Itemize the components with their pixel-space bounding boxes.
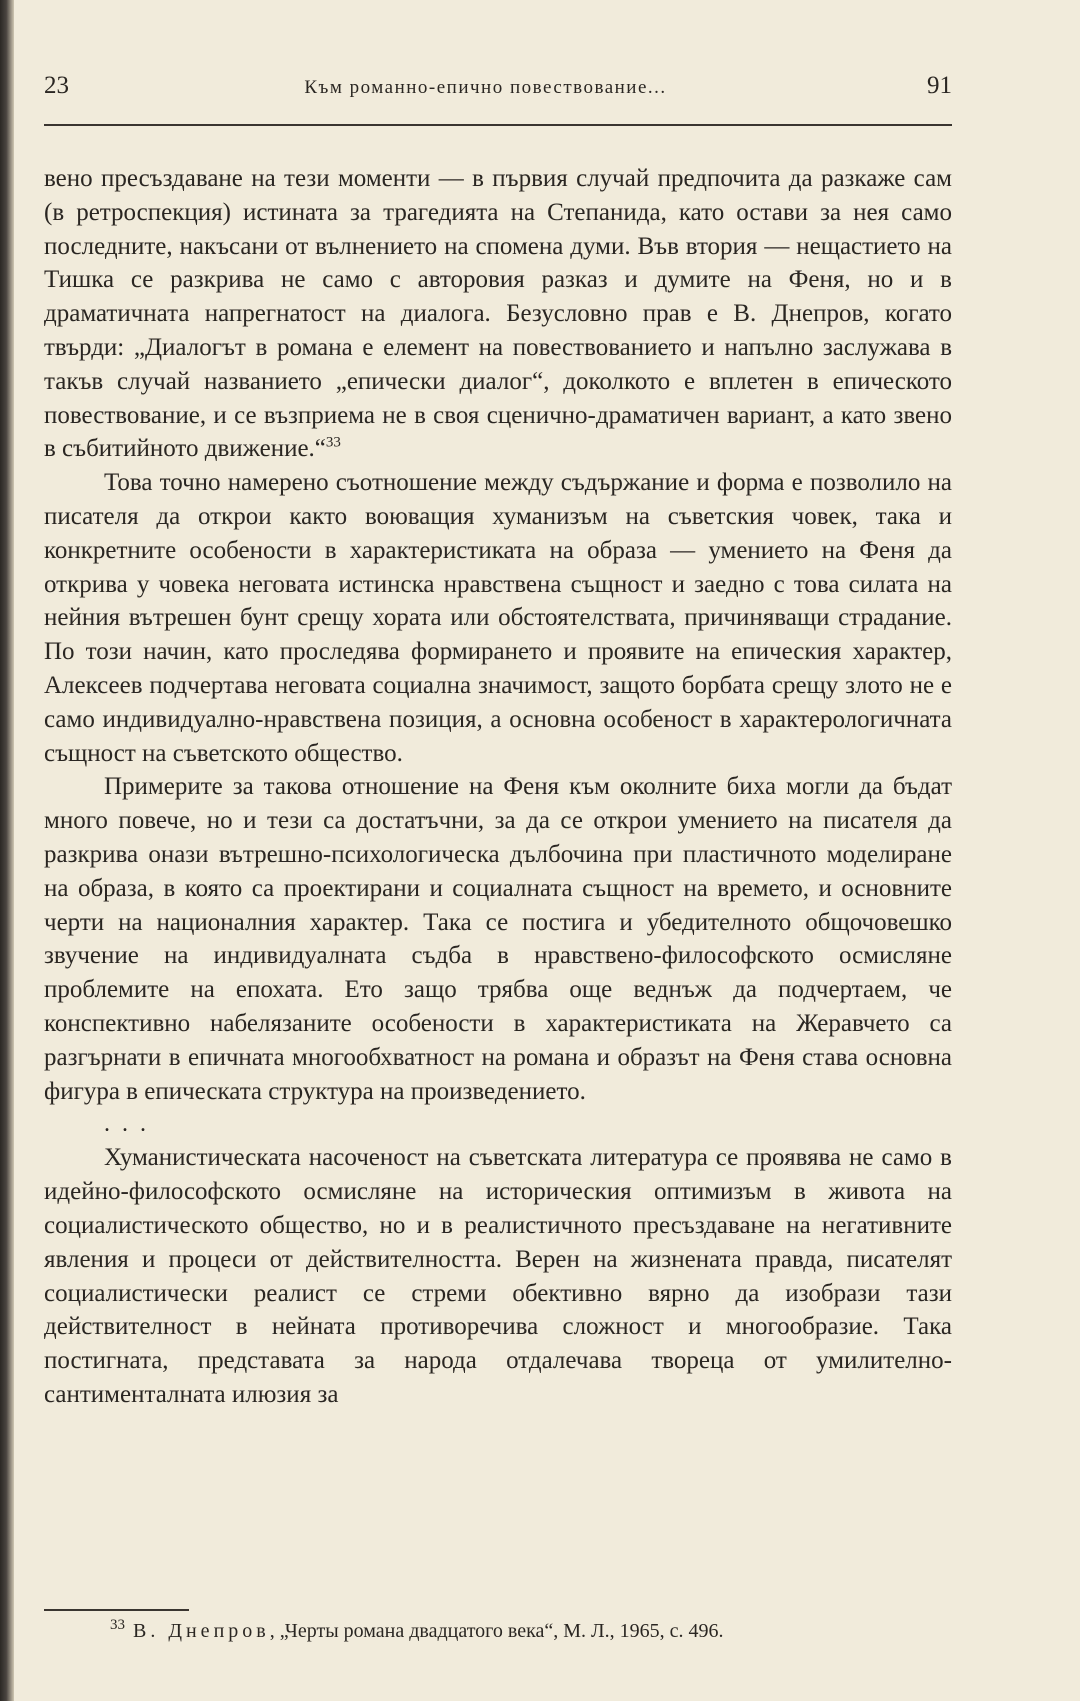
book-spine-shadow: [0, 0, 14, 1701]
footnote-rule: [44, 1609, 189, 1611]
paragraph-4: Хуманистическата насоченост на съветската литература се проявява не само в идейно-философското осмисляне на историческия оптимизъм в живота на социалистическото общество, но и в реалистичното пресъздаване на негативните явления и процеси от действителността. Верен на жизнената правда, писателят социалистически реалист се стреми обективно вярно да изобрази тази действителност в нейната противоречива сложност и многообразие. Така постигната, представата за народа отдалечава твореца от умилително-сантименталната илюзия за: [44, 1144, 952, 1408]
footnote: [110, 1618, 960, 1644]
paragraph-2: Това точно намерено съотношение между съдържание и форма е позволило на писателя да открои както воюващия хуманизъм на съветския човек, така и конкретните особености в характеристиката на образа — умението на Феня да открива у човека неговата истинска нравствена същност и заедно с това силата на нейния вътрешен бунт срещу хората или обстоятелствата, причиняващи страдание. По този начин, като проследява формирането и проявите на епическия характер, Алексеев подчертава неговата социална значимост, защото борбата срещу злото не е само индивидуално-нравствена позиция, а основна особеност в характерологичната същност на съветското общество.: [44, 469, 952, 767]
running-head-title: Към романно-епично повествование...: [304, 77, 667, 98]
page-number: 91: [927, 72, 952, 99]
body-text: [44, 162, 952, 1412]
book-page: [44, 72, 952, 1412]
running-head: [44, 72, 952, 116]
running-head-left-number: 23: [44, 72, 69, 99]
section-separator: . . .: [104, 1111, 149, 1138]
header-rule: [44, 124, 952, 126]
footnote-reference[interactable]: 33: [325, 435, 341, 452]
footnote-number: 33: [110, 1617, 125, 1634]
paragraph-1: [44, 162, 952, 466]
footnote-author: В. Днепров: [133, 1620, 270, 1642]
footnote-text: , „Черты романа двадцатого века“, М. Л., 1965, с. 496.: [269, 1620, 724, 1642]
paragraph-1-text: вено пресъздаване на тези моменти — в първия случай предпочита да разкаже сам (в ретроспекция) истината за трагедията на Степанида, като остави за нея само последните, накъсани от вълнението на спомена думи. Във втория — нещастието на Тишка се разкрива не само с авторовия разказ и думите на Феня, но и в драматичната напрегнатост на диалога. Безусловно прав е В. Днепров, когато твърди: „Диалогът в романа е елемент на повествованието и напълно заслужава в такъв случай названието „епически диалог“, доколкото е вплетен в епическото повествование, и се възприема не в своя сценично-драматичен вариант, а като звено в събитийното движение.“: [44, 165, 952, 463]
paragraph-3: Примерите за такова отношение на Феня към околните биха могли да бъдат много повече, но и тези са достатъчни, за да се открои умението на писателя да разкрива онази вътрешно-психологическа дълбочина при пластичното моделиране на образа, в която са проектирани и социалната същност на времето, и основните черти на националния характер. Така се постига и убедителното общочовешко звучение на индивидуалната съдба в нравствено-философското осмисляне проблемите на епохата. Ето защо трябва още веднъж да подчертаем, че конспективно набелязаните особености в характеристиката на Жеравчето са разгърнати в епичната многообхватност на романа и образът на Феня става основна фигура в епическата структура на произведението.: [44, 773, 952, 1105]
